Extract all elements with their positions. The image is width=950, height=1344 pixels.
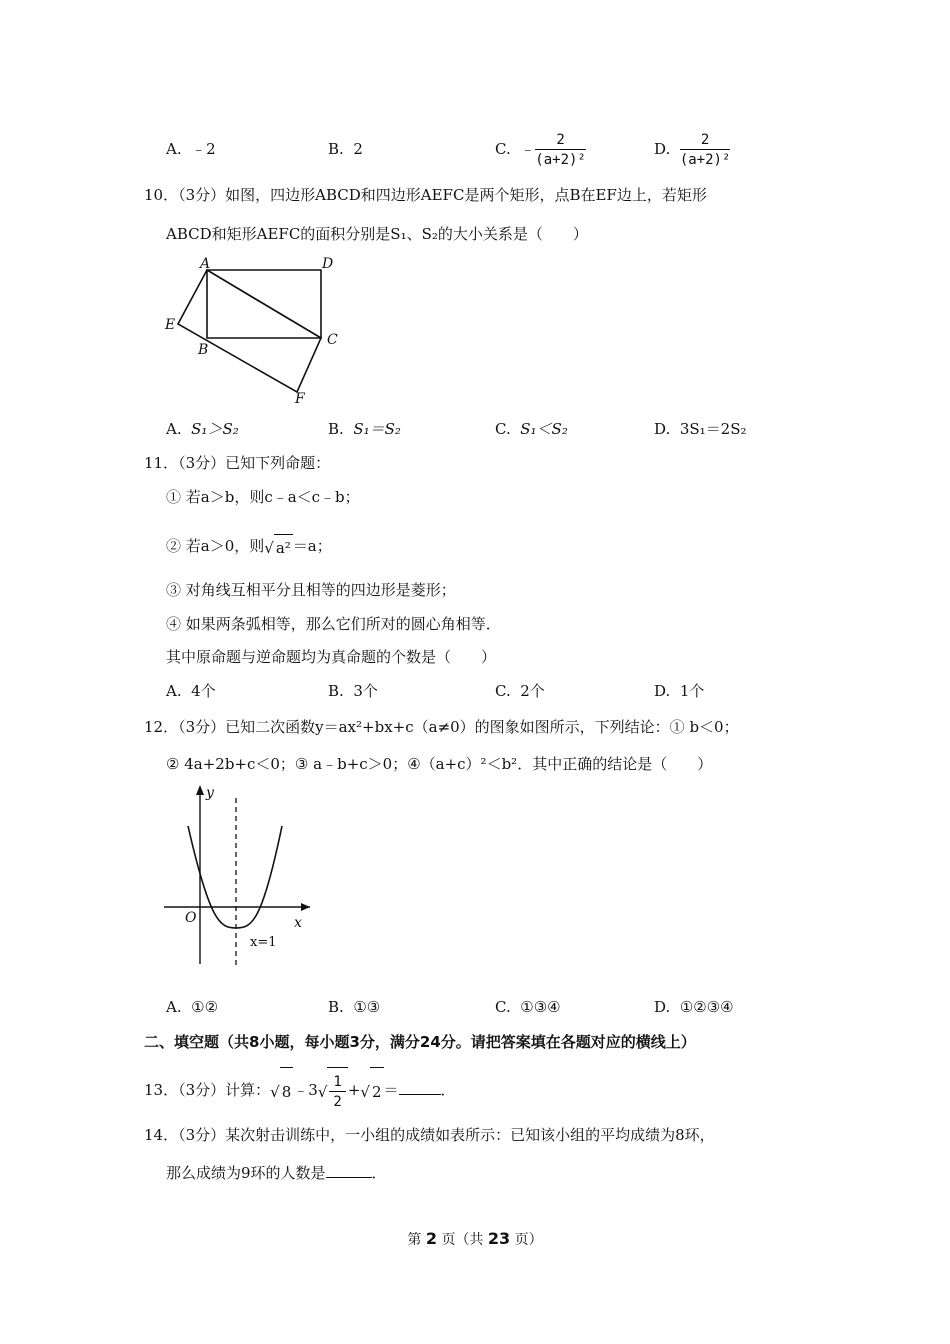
q12-label-x: x [294, 915, 302, 931]
q12-label-y: y [206, 785, 214, 801]
q9-option-b: B. 2 [328, 140, 363, 158]
q11-proposition-3: ③ 对角线互相平分且相等的四边形是菱形； [166, 581, 456, 599]
q10-stem-line1: 10．（3分）如图，四边形ABCD和四边形AEFC是两个矩形，点B在EF边上，若矩形 [144, 186, 707, 204]
q10-label-e: E [165, 317, 176, 333]
q9-option-c: C. ﹣ $\frac{2}{\text{(a+2)²}}$ [495, 131, 586, 168]
q11-stem: 11．（3分）已知下列命题： [144, 454, 331, 472]
q11-option-d: D. 1个 [654, 682, 705, 700]
q12-option-b: B. ①③ [328, 998, 381, 1016]
q11-proposition-4: ④ 如果两条弧相等，那么它们所对的圆心角相等． [166, 615, 501, 633]
q10-stem-line2: ABCD和矩形AEFC的面积分别是S₁、S₂的大小关系是（ ） [166, 225, 588, 243]
q10-option-d: D. 3S₁＝2S₂ [654, 420, 747, 438]
q12-option-c: C. ①③④ [495, 998, 561, 1016]
q11-option-a: A. 4个 [166, 682, 216, 700]
q9-option-d: D. $\frac{2}{\text{(a+2)²}}$ [654, 131, 731, 168]
q9-option-a: A. ﹣2 [166, 140, 216, 158]
q10-label-b: B [198, 342, 209, 358]
q9-option-c-fraction: $\frac{2}{\text{(a+2)²}}$ [535, 131, 586, 168]
q12-label-o: O [185, 910, 197, 926]
q11-sqrt: √ a² [264, 534, 293, 561]
q10-rectangle-figure [160, 256, 360, 406]
q10-option-b: B. S₁＝S₂ [328, 420, 401, 438]
q11-option-b: B. 3个 [328, 682, 378, 700]
q12-stem-line1: 12．（3分）已知二次函数y＝ax²+bx+c（a≠0）的图象如图所示，下列结论：① b＜0； [144, 718, 739, 736]
q11-option-c: C. 2个 [495, 682, 545, 700]
q9-option-d-fraction: $\frac{2}{\text{(a+2)²}}$ [679, 131, 731, 168]
q10-label-d: D [322, 256, 334, 272]
q12-option-a: A. ①② [166, 998, 219, 1016]
q12-option-d: D. ①②③④ [654, 998, 734, 1016]
q12-label-axis: x=1 [250, 935, 277, 950]
q14-stem-line2: 那么成绩为9环的人数是 ． [166, 1164, 387, 1182]
q13-sqrt-2: √ $\frac{1}{2}$ [318, 1067, 348, 1116]
q13-stem: 13．（3分）计算：√ 8 ﹣3√ $\frac{1}{2}$ +√ 2 ＝ ． [144, 1066, 456, 1116]
q12-parabola-figure [160, 782, 320, 972]
q10-label-a: A [200, 256, 211, 272]
q11-proposition-1: ① 若a＞b，则c﹣a＜c﹣b； [166, 488, 360, 506]
q11-question: 其中原命题与逆命题均为真命题的个数是（ ） [166, 648, 497, 666]
section-2-title: 二、填空题（共8小题，每小题3分，满分24分。请把答案填在各题对应的横线上） [144, 1033, 696, 1051]
q12-stem-line2: ② 4a+2b+c＜0；③ a﹣b+c＞0；④（a+c）²＜b²．其中正确的结论是（ ） [166, 755, 713, 773]
q10-option-c: C. S₁＜S₂ [495, 420, 568, 438]
q13-fraction: $\frac{1}{2}$ [329, 1073, 345, 1112]
q10-label-f: F [295, 391, 305, 406]
q10-option-a: A. S₁＞S₂ [166, 420, 239, 438]
q10-label-c: C [327, 332, 338, 348]
q13-sqrt-3: √ 2 [360, 1067, 383, 1116]
page-number: 2 [425, 1229, 437, 1248]
page-total: 23 [487, 1229, 511, 1248]
q14-stem-line1: 14．（3分）某次射击训练中，一小组的成绩如表所示：已知该小组的平均成绩为8环， [144, 1126, 715, 1144]
q13-answer-blank[interactable] [399, 1080, 441, 1095]
q11-proposition-2: ② 若a＞0，则√ a² ＝a； [166, 533, 332, 561]
q14-answer-blank[interactable] [326, 1163, 372, 1178]
page-footer: 第 2 页（共 23 页） [407, 1229, 543, 1248]
q13-sqrt-1: √ 8 [270, 1067, 293, 1116]
